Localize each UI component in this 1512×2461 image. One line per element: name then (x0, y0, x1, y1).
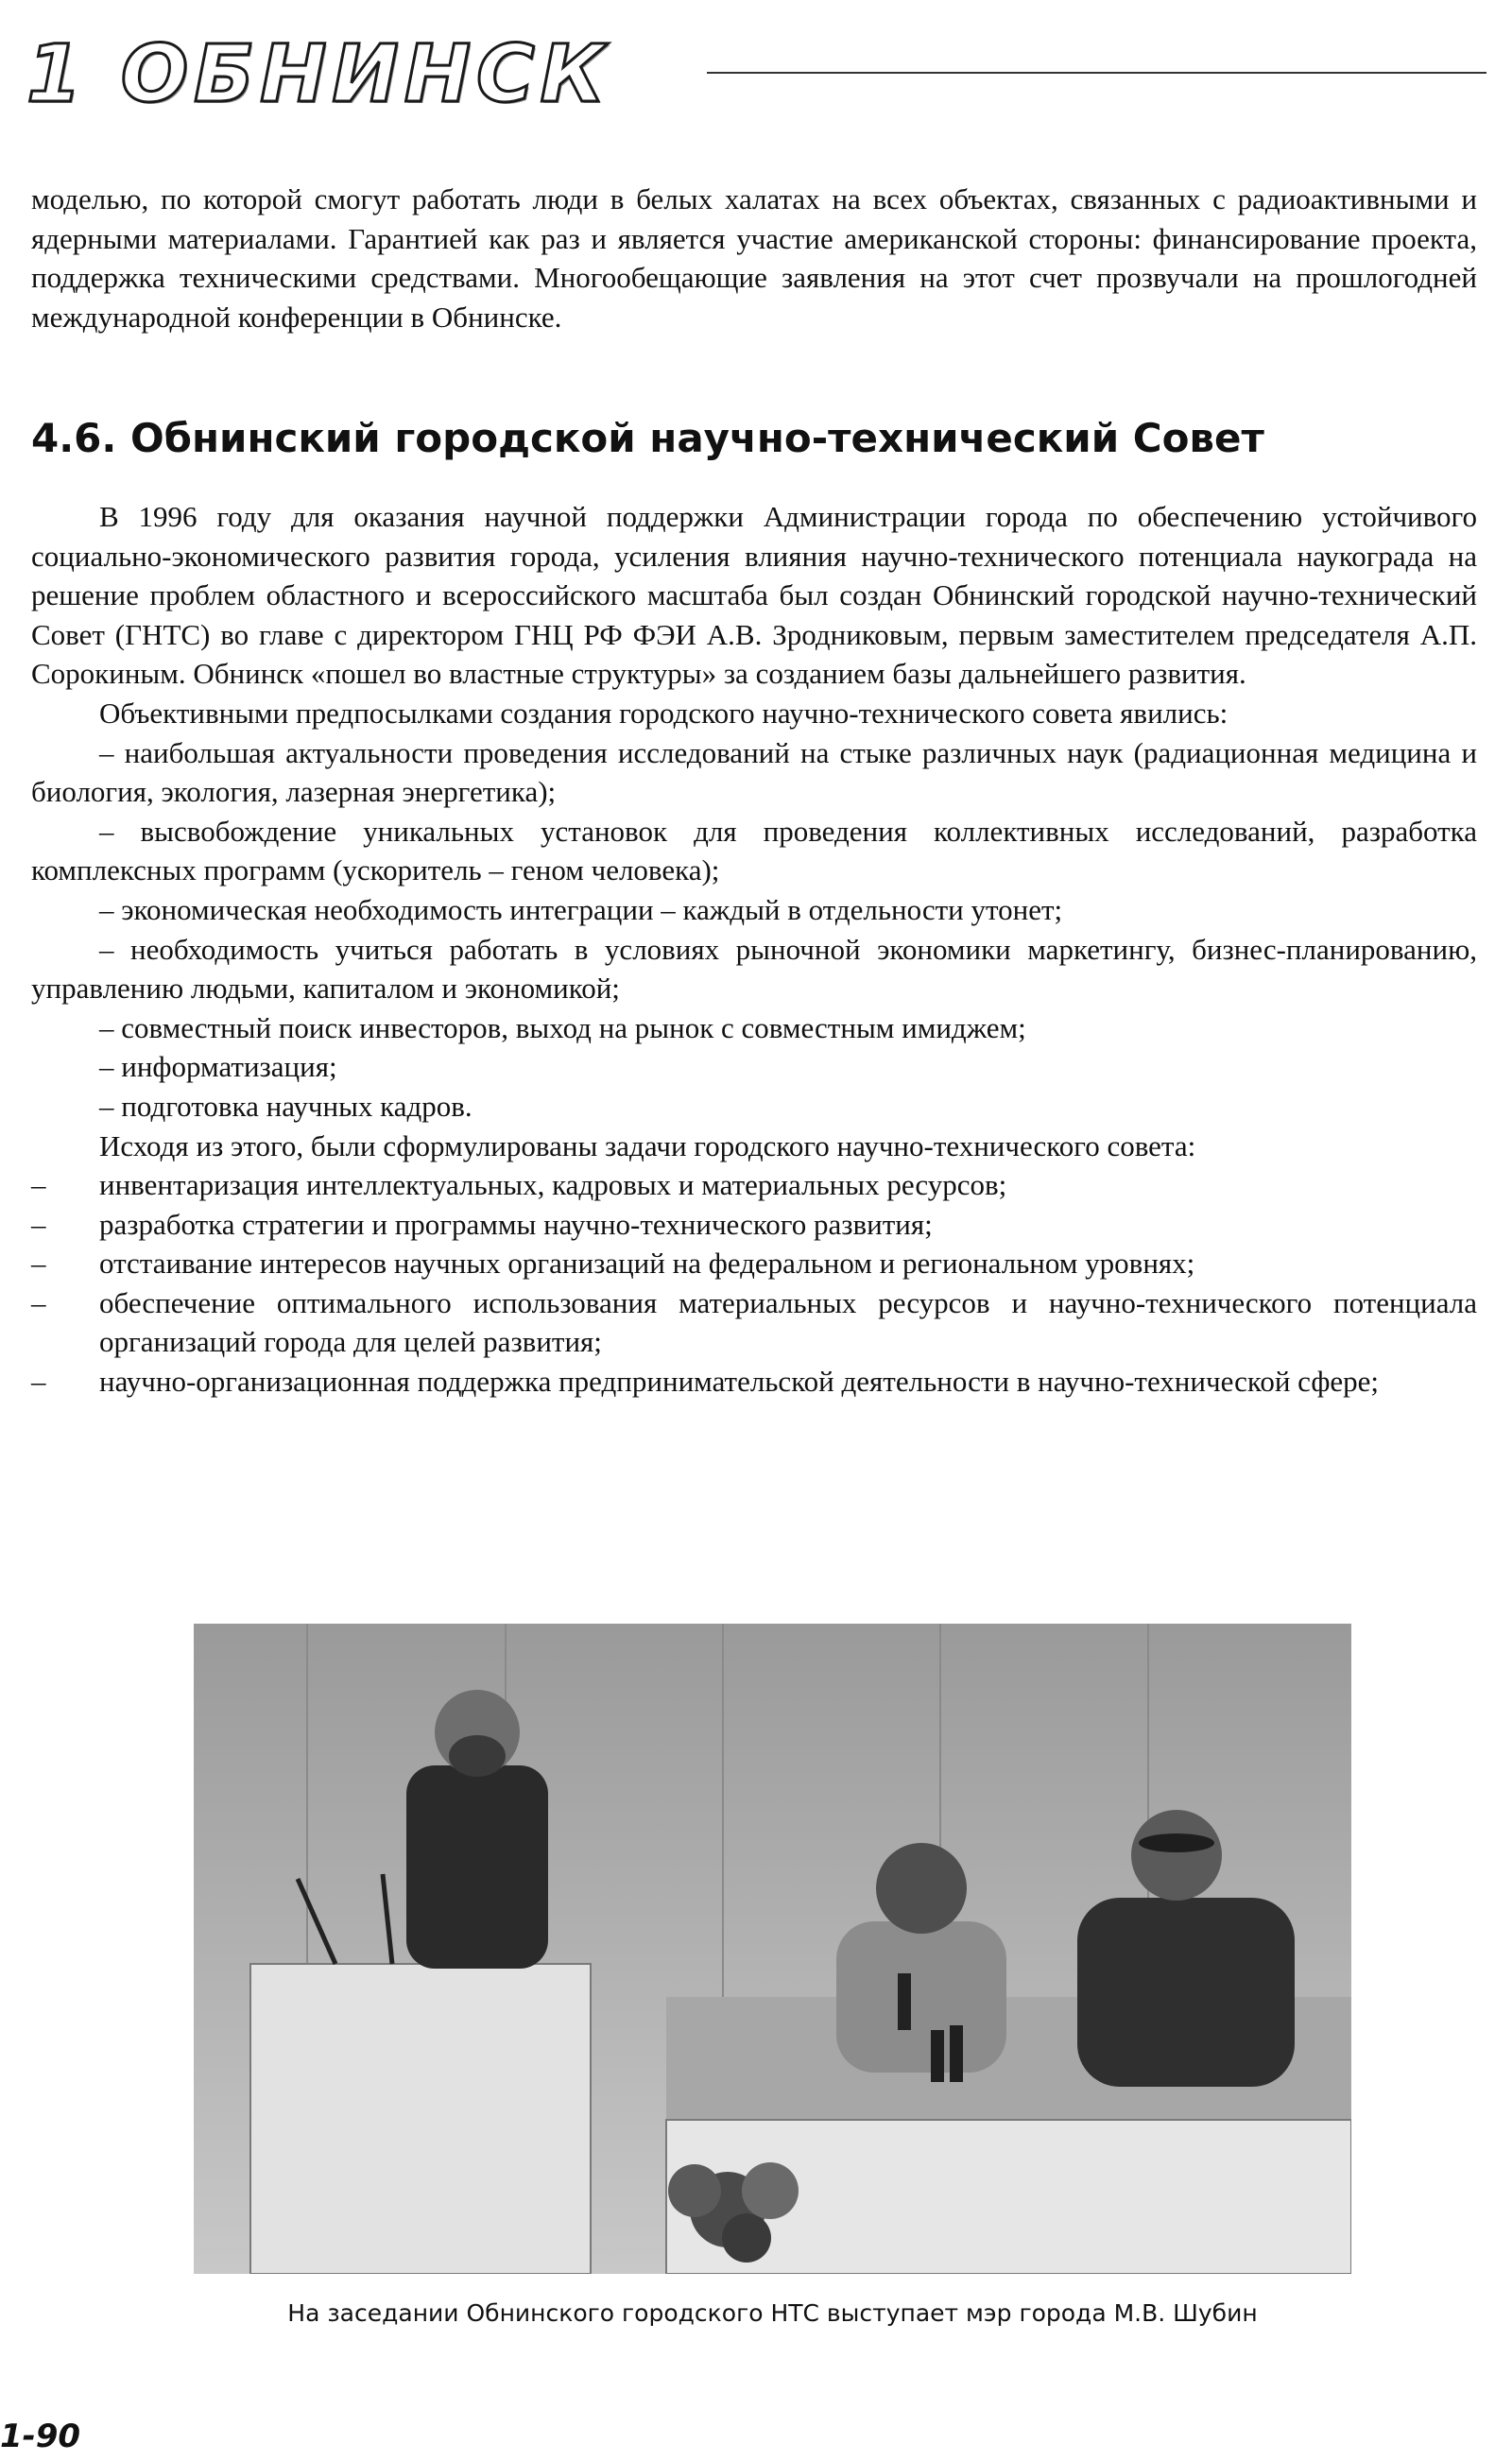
task-item (31, 1283, 1477, 1362)
prerequisite-item: – необходимость учиться работать в условиях рыночной экономики маркетингу, бизнес-планированию, управлению людьми, капиталом и экономикой; (31, 932, 1477, 1006)
dash-marker: – (31, 1365, 46, 1399)
task-text: обеспечение оптимального использования материальных ресурсов и научно-технического потенциала организаций города для целей развития; (99, 1285, 1477, 1359)
page-number: 1-90 (0, 2418, 81, 2455)
task-text: отстаивание интересов научных организаций на федеральном и региональном уровнях; (99, 1247, 1195, 1281)
section-body (31, 497, 1477, 1402)
task-item (31, 1205, 1477, 1245)
prerequisite-item: – совместный поиск инвесторов, выход на рынок с совместным имиджем; (99, 1010, 1026, 1044)
tasks-intro: Исходя из этого, были сформулированы задачи городского научно-технического совета: (99, 1128, 1196, 1162)
task-text: инвентаризация интеллектуальных, кадровых и материальных ресурсов; (99, 1168, 1007, 1202)
tasks-list (31, 1165, 1477, 1402)
photo-caption: На заседании Обнинского городского НТС выступает мэр города М.В. Шубин (287, 2299, 1258, 2327)
section-paragraph: В 1996 году для оказания научной поддержки Администрации города по обеспечению устойчивого социально-экономического развития города, усиления влияния научно-технического потенциала наукограда на решение проблем областного и всероссийского масштаба был создан Обнинский городской научно-технический Совет (ГНТС) во главе с директором ГНЦ РФ ФЭИ А.В. Зродниковым, первым заместителем председателя А.П. Сорокиным. Обнинск «пошел во властные структуры» за созданием базы дальнейшего развития. (31, 500, 1477, 691)
task-text: научно-организационная поддержка предпринимательской деятельности в научно-технической сфере; (99, 1365, 1380, 1399)
task-item (31, 1165, 1477, 1205)
podium (250, 1964, 591, 2274)
prerequisites-list (31, 733, 1477, 1127)
task-item (31, 1244, 1477, 1283)
dash-marker: – (31, 1207, 46, 1241)
prerequisite-item: – подготовка научных кадров. (99, 1089, 472, 1123)
meeting-photo-illustration (194, 1624, 1351, 2274)
intro-text (31, 180, 1477, 336)
task-item (31, 1362, 1477, 1402)
prerequisite-item: – информатизация; (99, 1050, 337, 1084)
task-text: разработка стратегии и программы научно-технического развития; (99, 1207, 933, 1241)
dash-marker: – (31, 1168, 46, 1202)
intro-paragraph: моделью, по которой смогут работать люди в белых халатах на всех объектах, связанных с радиоактивными и ядерными материалами. Гарантией как раз и является участие американской стороны: финансирование проекта, поддержка техническими средствами. Многообещающие заявления на этот счет прозвучали на прошлогодней международной конференции в Обнинске. (31, 182, 1477, 334)
section-heading: 4.6. Обнинский городской научно-технический Совет (31, 415, 1264, 461)
prerequisite-item: – экономическая необходимость интеграции – каждый в отдельности утонет; (99, 892, 1063, 926)
meeting-photo (194, 1624, 1351, 2274)
prerequisite-item: – высвобождение уникальных установок для проведения коллективных исследований, разработка комплексных программ (ускоритель – геном человека); (31, 814, 1477, 887)
dash-marker: – (31, 1247, 46, 1281)
prerequisites-intro: Объективными предпосылками создания городского научно-технического совета явились: (99, 696, 1228, 730)
book-logo: 1 ОБНИНСК (26, 27, 611, 120)
prerequisite-item: – наибольшая актуальности проведения исследований на стыке различных наук (радиационная медицина и биология, экология, лазерная энергетика); (31, 735, 1477, 809)
dash-marker: – (31, 1285, 46, 1319)
page-header (26, 26, 1486, 121)
header-rule (707, 72, 1486, 74)
